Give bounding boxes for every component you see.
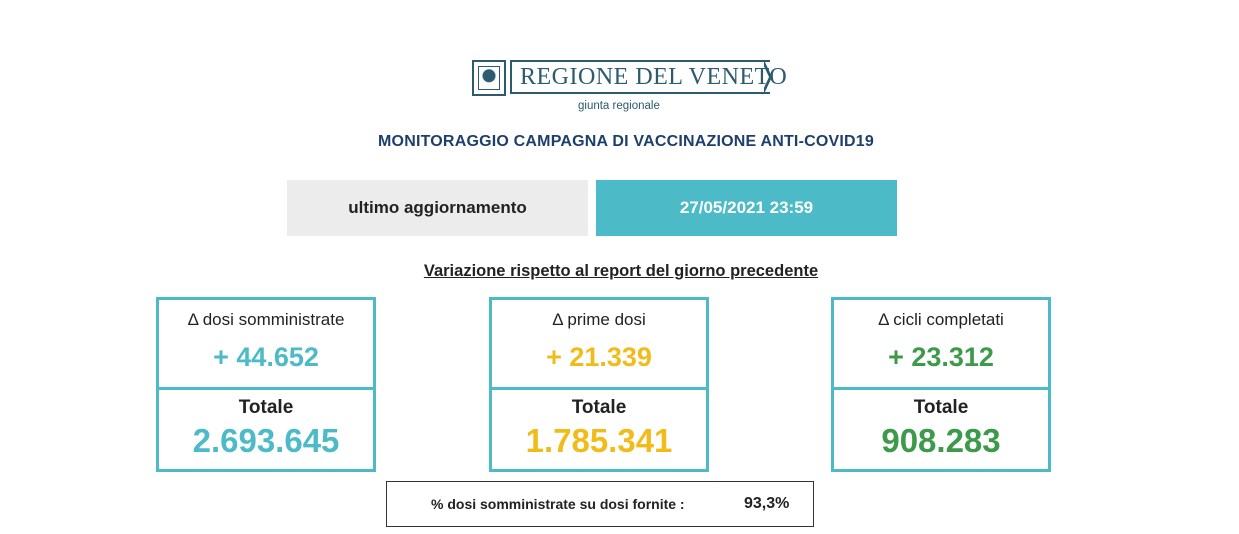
- card-delta-section: [159, 300, 373, 390]
- doses-ratio-value: 93,3%: [744, 495, 790, 512]
- last-update-label: ultimo aggiornamento: [287, 180, 588, 236]
- card-total-value: 2.693.645: [192, 422, 340, 459]
- page-title: MONITORAGGIO CAMPAGNA DI VACCINAZIONE ANTI-COVID19: [378, 133, 874, 150]
- variation-heading: Variazione rispetto al report del giorno precedente: [423, 262, 819, 280]
- card-delta-section: [834, 300, 1048, 390]
- card-first-doses: [489, 297, 709, 472]
- card-doses-administered: [156, 297, 376, 472]
- regione-veneto-logo: [472, 58, 788, 116]
- card-total-value: 1.785.341: [525, 422, 673, 459]
- card-total-label: Totale: [238, 397, 294, 418]
- lion-emblem-icon: [472, 60, 506, 96]
- card-total-value: 908.283: [881, 422, 1001, 459]
- card-total-label: Totale: [913, 397, 969, 418]
- logo-subtitle: giunta regionale: [578, 100, 660, 112]
- card-delta-value: + 23.312: [888, 342, 994, 372]
- card-label: Δ prime dosi: [552, 310, 646, 329]
- card-completed-cycles: [831, 297, 1051, 472]
- doses-ratio-box: [386, 481, 814, 527]
- card-label: Δ dosi somministrate: [187, 310, 345, 329]
- last-update-value: 27/05/2021 23:59: [596, 180, 897, 236]
- logo-title: REGIONE DEL VENETO: [520, 64, 788, 90]
- card-delta-value: + 44.652: [213, 342, 319, 372]
- card-total-label: Totale: [571, 397, 627, 418]
- doses-ratio-label: % dosi somministrate su dosi fornite :: [431, 496, 685, 512]
- card-label: Δ cicli completati: [878, 310, 1004, 329]
- card-delta-section: [492, 300, 706, 390]
- card-delta-value: + 21.339: [546, 342, 652, 372]
